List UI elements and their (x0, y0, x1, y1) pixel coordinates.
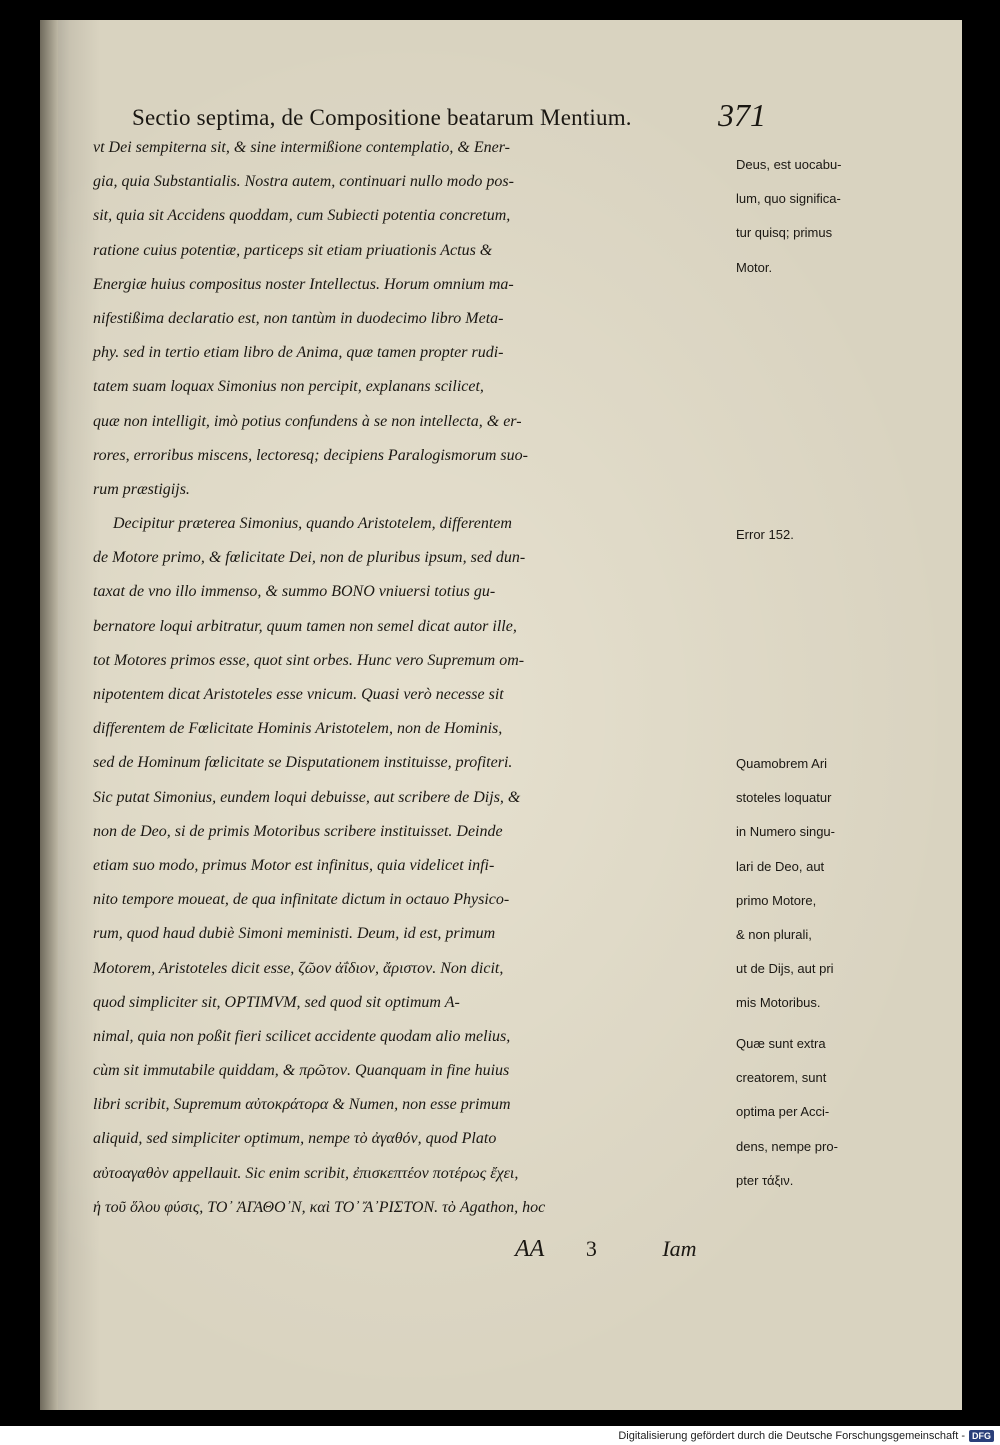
marginal-note-line: Quæ sunt extra (736, 1036, 826, 1051)
marginal-note-line: lari de Deo, aut (736, 858, 825, 874)
text-line: libri scribit, Supremum αὐτοκράτορα & Numen, non esse primum (93, 1096, 511, 1114)
text-line: Energiæ huius compositus noster Intellectus. Horum omnium ma- (93, 275, 514, 293)
text-line: ratione cuius potentiæ, particeps sit etiam priuationis Actus & (93, 241, 493, 259)
text-line: nimal, quia non poßit fieri scilicet accidente quodam alio melius, (93, 1027, 511, 1045)
marginal-note-line: optima per Acci- (736, 1104, 830, 1120)
text-line: sit, quia sit Accidens quoddam, cum Subiecti potentia concretum, (93, 207, 511, 225)
text-line: rores, erroribus miscens, lectoresq; decipiens Paralogismorum suo- (93, 446, 528, 464)
text-line: de Motore primo, & fœlicitate Dei, non de pluribus ipsum, sed dun- (93, 549, 526, 567)
marginal-note-line: stoteles loquatur (736, 790, 832, 806)
text-line: tatem suam loquax Simonius non percipit, explanans scilicet, (93, 378, 484, 396)
signature-number: 3 (585, 1236, 597, 1261)
marginal-note-line: creatorem, sunt (736, 1070, 827, 1086)
text-line: taxat de vno illo immenso, & summo BONO vniuersi totius gu- (93, 583, 496, 601)
funding-footer (618, 1427, 994, 1444)
text-line: bernatore loqui arbitratur, quum tamen non semel dicat autor ille, (93, 617, 517, 635)
signature-mark: AA (515, 1236, 545, 1262)
marginal-note-quae-sunt (736, 1027, 906, 1198)
gutter-shadow (40, 20, 58, 1410)
text-line: rum, quod haud dubiè Simoni meministi. Deum, id est, primum (93, 925, 496, 943)
marginal-note-line: lum, quo significa- (736, 191, 841, 207)
marginal-note-line: & non plurali, (736, 926, 812, 942)
marginal-note-line: pter τάξιν. (736, 1172, 794, 1188)
catchword: Iam (662, 1236, 697, 1261)
text-line: Sic putat Simonius, eundem loqui debuisse, aut scribere de Dijs, & (93, 788, 521, 806)
text-line: aliquid, sed simpliciter optimum, nempe τὸ ἀγαθόν, quod Plato (93, 1130, 497, 1148)
marginal-note-line: dens, nempe pro- (736, 1138, 838, 1154)
text-line: Motorem, Aristoteles dicit esse, ζῶον ἀΐδιον, ἄριστον. Non dicit, (93, 959, 504, 977)
marginal-note-line: Error 152. (736, 527, 794, 542)
text-line: quod simpliciter sit, OPTIMVM, sed quod sit optimum A- (93, 993, 460, 1011)
text-line: non de Deo, si de primis Motoribus scribere instituisset. Deinde (93, 822, 503, 840)
marginal-note-line: in Numero singu- (736, 824, 835, 840)
text-line: Decipitur præterea Simonius, quando Aristotelem, differentem (113, 515, 512, 533)
marginal-note-deus (736, 148, 906, 285)
text-line: quæ non intelligit, imò potius confundens à se non intellecta, & er- (93, 412, 522, 430)
marginal-note-line: tur quisq; primus (736, 225, 833, 241)
text-line: etiam suo modo, primus Motor est infinitus, quia videlicet infi- (93, 856, 495, 874)
text-line: αὐτοαγαθὸν appellauit. Sic enim scribit, ἐπισκεπτέον ποτέρως ἔχει, (93, 1164, 519, 1182)
text-line: nipotentem dicat Aristoteles esse vnicum. Quasi verò necesse sit (93, 686, 504, 703)
marginal-note-line: Quamobrem Ari (736, 756, 828, 771)
text-line: tot Motores primos esse, quot sint orbes. Hunc vero Supremum om- (93, 651, 525, 669)
text-line: phy. sed in tertio etiam libro de Anima, quæ tamen propter rudi- (93, 344, 504, 362)
text-line: differentem de Fœlicitate Hominis Aristotelem, non de Hominis, (93, 720, 503, 738)
text-line: nifestißima declaratio est, non tantùm in duodecimo libro Meta- (93, 309, 504, 327)
text-line: gia, quia Substantialis. Nostra autem, continuari nullo modo pos- (93, 173, 514, 191)
page-number: 371 (718, 97, 766, 133)
dfg-logo: DFG (969, 1430, 994, 1442)
text-line: vt Dei sempiterna sit, & sine intermißione contemplatio, & Ener- (93, 139, 510, 156)
marginal-note-line: Motor. (736, 259, 773, 275)
book-page (40, 20, 962, 1410)
signature-line (515, 1236, 697, 1263)
marginal-note-line: mis Motoribus. (736, 995, 821, 1011)
text-line: ἡ τοῦ ὅλου φύσις, ΤΟ᾽ ἈΓΑΘΟ᾽Ν, καὶ ΤΟ᾽ Ἄ᾽ΡΙΣΤΟΝ. τὸ Agathon, hoc (93, 1198, 546, 1216)
text-line: nito tempore moueat, de qua infinitate dictum in octauo Physico- (93, 891, 510, 909)
marginal-note-line: Deus, est uocabu- (736, 157, 842, 172)
text-line: rum præstigijs. (93, 480, 190, 498)
funding-text: Digitalisierung gefördert durch die Deutsche Forschungsgemeinschaft - (618, 1429, 965, 1442)
marginal-note-error (736, 518, 906, 552)
marginal-note-line: ut de Dijs, aut pri (736, 961, 834, 977)
running-title: Sectio septima, de Compositione beatarum Mentium. (132, 105, 632, 130)
marginal-note-quamobrem (736, 747, 906, 1021)
text-line: sed de Hominum fœlicitate se Disputationem instituisse, profiteri. (93, 754, 513, 772)
text-line: cùm sit immutabile quiddam, & πρῶτον. Quanquam in fine huius (93, 1062, 510, 1080)
marginal-note-line: primo Motore, (736, 892, 817, 908)
main-text-block (93, 131, 783, 1225)
